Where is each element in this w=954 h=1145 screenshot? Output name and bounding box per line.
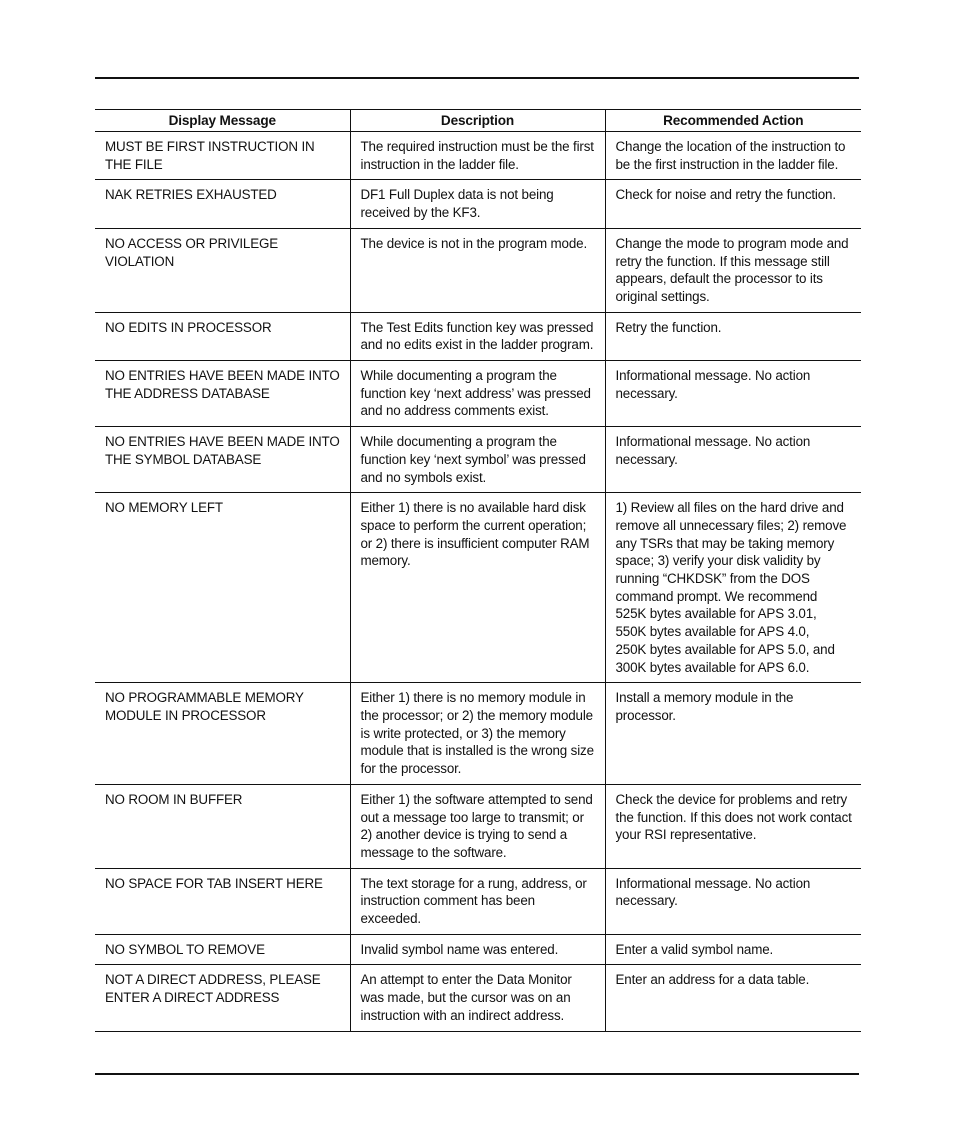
- recommended-action-cell: Check the device for problems and retry the function. If this does not work contact your RSI representative.: [605, 784, 861, 868]
- footer-rule: [95, 1073, 859, 1075]
- table-row: [95, 965, 861, 1031]
- display-message-cell: NO ENTRIES HAVE BEEN MADE INTO THE SYMBOL DATABASE: [95, 427, 350, 493]
- description-cell: Either 1) the software attempted to send out a message too large to transmit; or 2) another device is trying to send a message to the software.: [350, 784, 605, 868]
- description-cell: While documenting a program the function key ‘next symbol’ was pressed and no symbols exist.: [350, 427, 605, 493]
- table-row: [95, 361, 861, 427]
- table-row: [95, 784, 861, 868]
- column-header-display-message: Display Message: [95, 110, 350, 132]
- recommended-action-cell: Informational message. No action necessary.: [605, 868, 861, 934]
- description-cell: The required instruction must be the first instruction in the ladder file.: [350, 132, 605, 180]
- description-cell: Invalid symbol name was entered.: [350, 934, 605, 965]
- display-message-cell: MUST BE FIRST INSTRUCTION IN THE FILE: [95, 132, 350, 180]
- table-row: [95, 228, 861, 312]
- recommended-action-cell: Retry the function.: [605, 312, 861, 360]
- recommended-action-cell: Change the location of the instruction to be the first instruction in the ladder file.: [605, 132, 861, 180]
- display-message-cell: NAK RETRIES EXHAUSTED: [95, 180, 350, 228]
- display-message-cell: NO SPACE FOR TAB INSERT HERE: [95, 868, 350, 934]
- table-row: [95, 312, 861, 360]
- table-row: [95, 934, 861, 965]
- display-message-cell: NO ACCESS OR PRIVILEGE VIOLATION: [95, 228, 350, 312]
- column-header-description: Description: [350, 110, 605, 132]
- recommended-action-cell: Change the mode to program mode and retry the function. If this message still appears, default the processor to its original settings.: [605, 228, 861, 312]
- column-header-recommended-action: Recommended Action: [605, 110, 861, 132]
- display-message-cell: NOT A DIRECT ADDRESS, PLEASE ENTER A DIRECT ADDRESS: [95, 965, 350, 1031]
- description-cell: Either 1) there is no available hard disk space to perform the current operation; or 2) there is insufficient computer RAM memory.: [350, 493, 605, 683]
- recommended-action-cell: Install a memory module in the processor.: [605, 683, 861, 785]
- header-rule: [95, 77, 859, 79]
- description-cell: The device is not in the program mode.: [350, 228, 605, 312]
- description-cell: While documenting a program the function key ‘next address’ was pressed and no address comments exist.: [350, 361, 605, 427]
- description-cell: The text storage for a rung, address, or instruction comment has been exceeded.: [350, 868, 605, 934]
- error-message-table: [95, 109, 861, 1032]
- recommended-action-cell: Check for noise and retry the function.: [605, 180, 861, 228]
- display-message-cell: NO EDITS IN PROCESSOR: [95, 312, 350, 360]
- display-message-cell: NO MEMORY LEFT: [95, 493, 350, 683]
- table-row: [95, 427, 861, 493]
- table-row: [95, 683, 861, 785]
- table-row: [95, 493, 861, 683]
- recommended-action-cell: Enter a valid symbol name.: [605, 934, 861, 965]
- display-message-cell: NO PROGRAMMABLE MEMORY MODULE IN PROCESSOR: [95, 683, 350, 785]
- recommended-action-cell: Enter an address for a data table.: [605, 965, 861, 1031]
- display-message-cell: NO ROOM IN BUFFER: [95, 784, 350, 868]
- recommended-action-cell: Informational message. No action necessary.: [605, 361, 861, 427]
- description-cell: The Test Edits function key was pressed and no edits exist in the ladder program.: [350, 312, 605, 360]
- table-row: [95, 180, 861, 228]
- display-message-cell: NO SYMBOL TO REMOVE: [95, 934, 350, 965]
- recommended-action-cell: 1) Review all files on the hard drive and remove all unnecessary files; 2) remove any TSRs that may be taking memory space; 3) verify your disk validity by running “CHKDSK” from the DOS command prompt. We recommend 525K bytes available for APS 3.01, 550K bytes available for APS 4.0, 250K bytes available for APS 5.0, and 300K bytes available for APS 6.0.: [605, 493, 861, 683]
- display-message-cell: NO ENTRIES HAVE BEEN MADE INTO THE ADDRESS DATABASE: [95, 361, 350, 427]
- table-row: [95, 868, 861, 934]
- description-cell: Either 1) there is no memory module in the processor; or 2) the memory module is write protected, or 3) the memory module that is installed is the wrong size for the processor.: [350, 683, 605, 785]
- table-row: [95, 132, 861, 180]
- recommended-action-cell: Informational message. No action necessary.: [605, 427, 861, 493]
- description-cell: An attempt to enter the Data Monitor was made, but the cursor was on an instruction with an indirect address.: [350, 965, 605, 1031]
- table-header-row: [95, 110, 861, 132]
- description-cell: DF1 Full Duplex data is not being received by the KF3.: [350, 180, 605, 228]
